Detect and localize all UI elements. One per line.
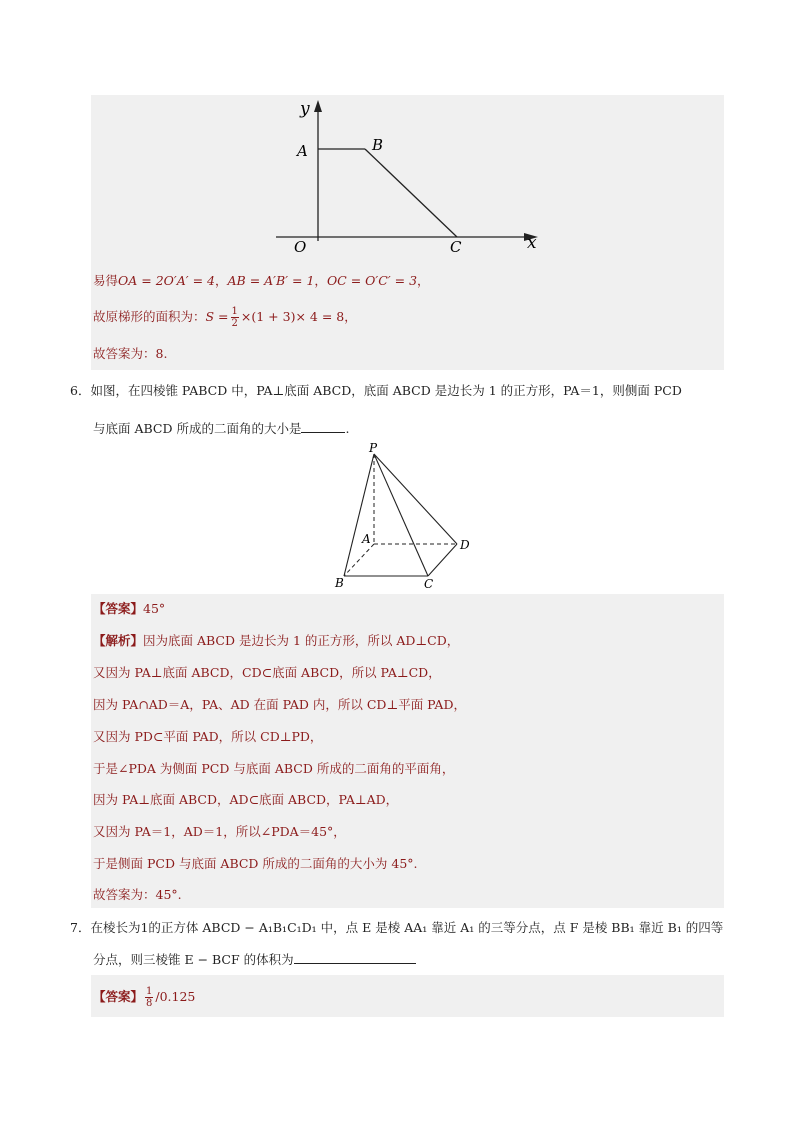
q5-eq-3: OC = O′C′ = 3 bbox=[326, 273, 418, 288]
q6-analysis-line-2: 又因为 PA⊥底面 ABCD，CD⊂底面 ABCD，所以 PA⊥CD， bbox=[93, 665, 441, 680]
q5-eq-2: AB = A′B′ = 1 bbox=[227, 273, 315, 288]
q6-analysis-tag: 【解析】 bbox=[93, 633, 144, 648]
q6-analysis-line-5: 于是∠PDA 为侧面 PCD 与底面 ABCD 所成的二面角的平面角， bbox=[93, 761, 455, 776]
q7-answer-tag: 【答案】 bbox=[93, 989, 144, 1004]
q7-stem-line-1 bbox=[70, 918, 723, 938]
q6-stem-line-1 bbox=[70, 381, 682, 401]
point-a-label: A bbox=[297, 142, 308, 160]
q5-eq-1: OA = 2O′A′ = 4 bbox=[118, 273, 215, 288]
q6-answer-value: 45° bbox=[143, 601, 166, 616]
q6-stem-line-2 bbox=[93, 419, 349, 439]
q5-sep-2: ， bbox=[314, 273, 327, 288]
q6-analysis-line-3: 因为 PA∩AD＝A，PA、AD 在面 PAD 内，所以 CD⊥平面 PAD， bbox=[93, 697, 466, 712]
q7-answer-line bbox=[93, 986, 195, 1009]
pyramid-point-a: A bbox=[362, 532, 371, 546]
trapezoid-axes-figure bbox=[270, 96, 545, 258]
q6-stem-1: 如图，在四棱锥 PABCD 中，PA⊥底面 ABCD，底面 ABCD 是边长为 1 的正方形，PA＝1，则侧面 PCD bbox=[90, 383, 682, 398]
q7-number: 7． bbox=[70, 920, 91, 935]
q5-area-lhs: S = bbox=[205, 309, 229, 324]
q5-line-1 bbox=[93, 271, 430, 291]
pyramid-point-d: D bbox=[460, 538, 470, 552]
q7-stem-2: 分点，则三棱锥 E − BCF 的体积为 bbox=[93, 952, 294, 967]
q7-answer-blank bbox=[294, 951, 416, 964]
q5-line-1-prefix: 易得 bbox=[93, 273, 119, 288]
origin-label: O bbox=[294, 238, 307, 256]
q5-line-2-end: ， bbox=[344, 309, 357, 324]
q6-analysis-text-1: 因为底面 ABCD 是边长为 1 的正方形，所以 AD⊥CD， bbox=[143, 633, 460, 648]
pyramid-point-c: C bbox=[424, 577, 434, 591]
q6-analysis-line-4: 又因为 PD⊂平面 PAD，所以 CD⊥PD， bbox=[93, 729, 323, 744]
q6-answer-tag: 【答案】 bbox=[93, 601, 144, 616]
q7-fraction-den: 8 bbox=[146, 998, 153, 1009]
q5-line-2-prefix: 故原梯形的面积为： bbox=[93, 309, 206, 324]
q5-line-2 bbox=[93, 306, 357, 329]
q6-analysis-line-7: 又因为 PA＝1，AD＝1，所以∠PDA＝45°， bbox=[93, 824, 346, 839]
q7-stem-line-2 bbox=[93, 950, 416, 970]
q6-analysis-line-9: 故答案为：45°. bbox=[93, 887, 182, 902]
pyramid-figure bbox=[330, 440, 480, 592]
q7-answer-rest: /0.125 bbox=[155, 989, 196, 1004]
y-axis-label: y bbox=[300, 99, 310, 119]
pyramid-point-p: P bbox=[369, 441, 378, 455]
pyramid-point-b: B bbox=[335, 576, 344, 590]
point-c-label: C bbox=[450, 238, 462, 256]
q6-answer-line bbox=[93, 599, 165, 619]
q6-stem-2: 与底面 ABCD 所成的二面角的大小是 bbox=[93, 421, 302, 436]
q5-fraction-den: 2 bbox=[231, 318, 238, 329]
x-axis-label: x bbox=[527, 233, 537, 253]
q7-fraction-num: 1 bbox=[146, 986, 153, 997]
q5-fraction-num: 1 bbox=[231, 306, 238, 317]
q6-answer-blank bbox=[301, 420, 345, 433]
q5-sep-3: ， bbox=[417, 273, 430, 288]
q6-analysis-line-1 bbox=[93, 631, 459, 651]
q5-answer: 故答案为：8. bbox=[93, 346, 168, 361]
q5-sep-1: ， bbox=[215, 273, 228, 288]
q5-area-rhs: ×(1 + 3)× 4 = 8 bbox=[240, 309, 345, 324]
q6-analysis-line-6: 因为 PA⊥底面 ABCD，AD⊂底面 ABCD，PA⊥AD， bbox=[93, 792, 399, 807]
q6-stem-2-end: . bbox=[345, 421, 350, 436]
point-b-label: B bbox=[372, 136, 384, 154]
q5-fraction bbox=[231, 306, 239, 329]
q6-analysis-line-8: 于是侧面 PCD 与底面 ABCD 所成的二面角的大小为 45°. bbox=[93, 856, 418, 871]
q7-fraction bbox=[145, 986, 153, 1009]
q7-stem-1: 在棱长为1的正方体 ABCD − A₁B₁C₁D₁ 中，点 E 是棱 AA₁ 靠近 A₁ 的三等分点，点 F 是棱 BB₁ 靠近 B₁ 的四等 bbox=[90, 920, 724, 935]
q6-number: 6． bbox=[70, 383, 91, 398]
